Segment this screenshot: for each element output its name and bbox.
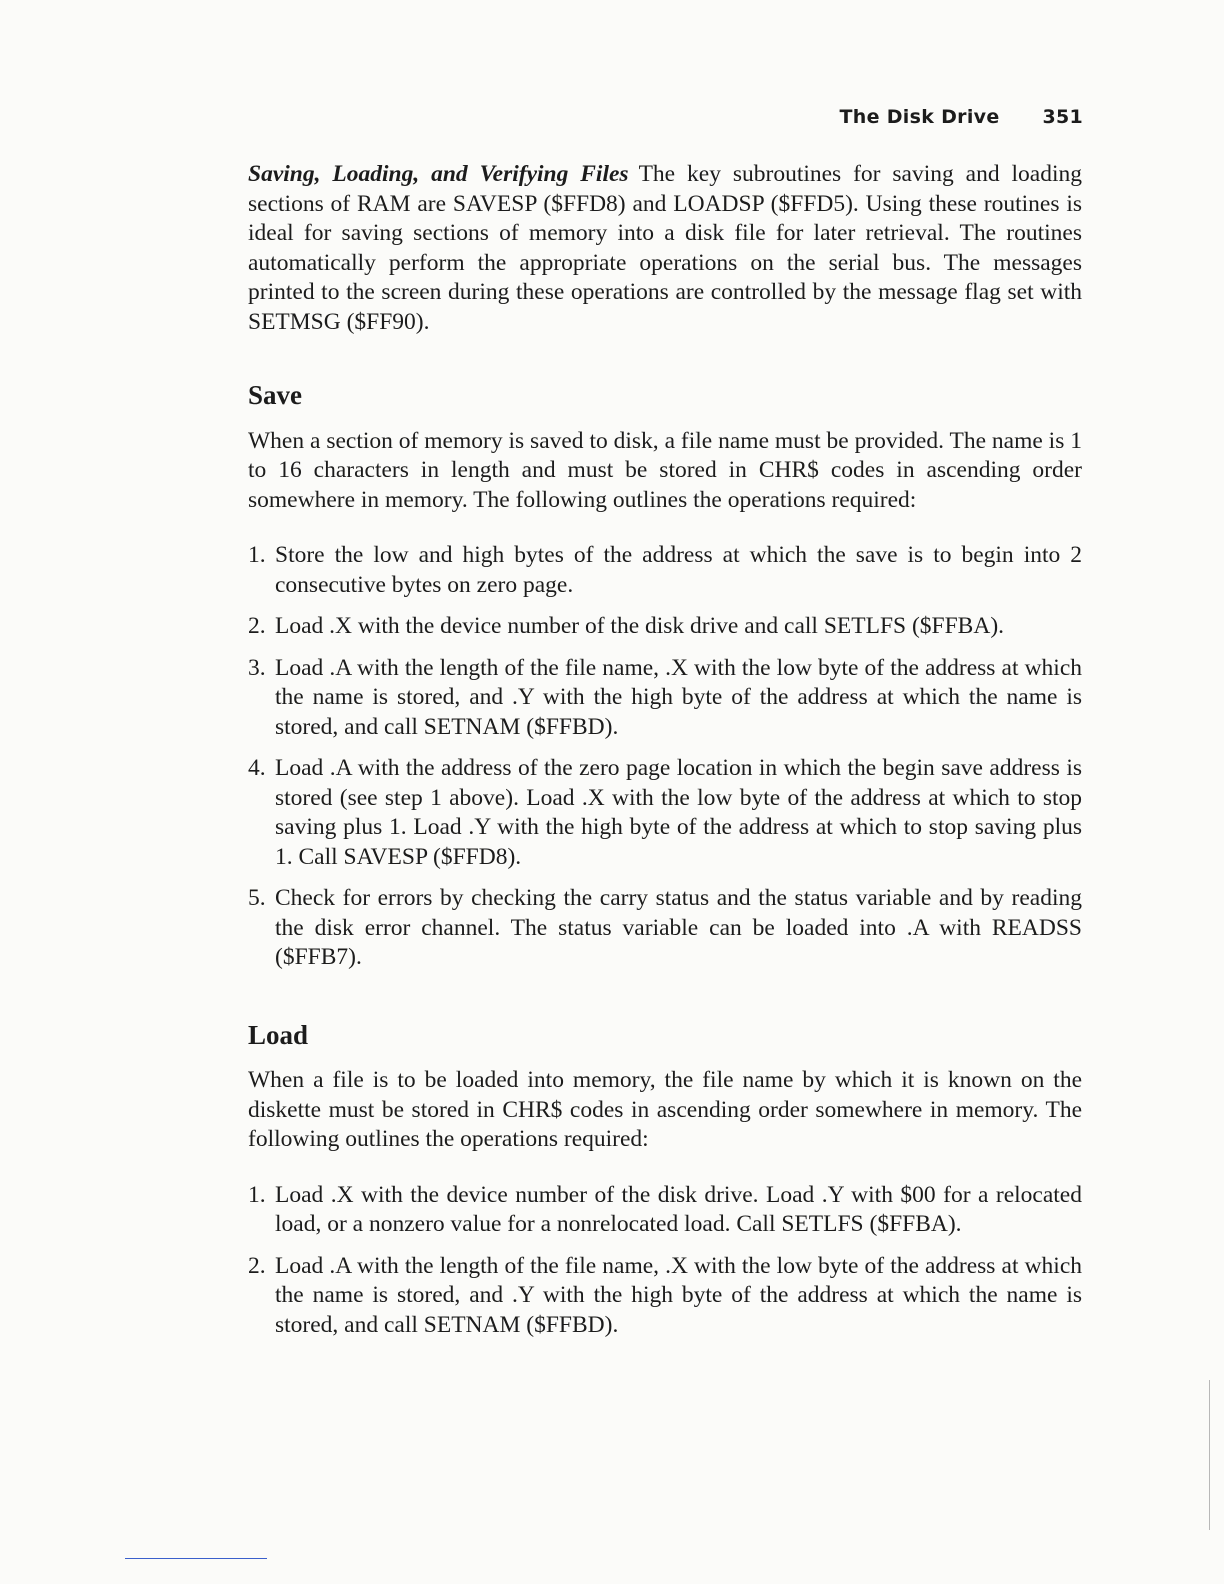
list-item xyxy=(248,884,1082,973)
intro-paragraph xyxy=(248,160,1082,337)
load-paragraph: When a file is to be loaded into memory, the file name by which it is known on the diskette must be stored in CHR$ codes in ascending order somewhere in memory. The following outlines the operations required: xyxy=(248,1067,1082,1152)
list-item xyxy=(248,654,1082,743)
step-text: Load .A with the length of the file name, .X with the low byte of the address at which the name is stored, and .Y with the high byte of the address at which the name is stored, and call SETNAM ($FFBD). xyxy=(275,1252,1082,1338)
step-number: 4. xyxy=(248,755,266,781)
intro-text: The key subroutines for saving and loading sections of RAM are SAVESP ($FFD8) and LOADSP ($FFD5). Using these routines is ideal for saving sections of memory into a disk file for later retrieval. The routines automatically perform the appropriate operations on the serial bus. The messages printed to the screen during these operations are controlled by the message flag set with SETMSG ($FF90). xyxy=(248,161,1082,335)
list-item xyxy=(248,754,1082,872)
step-text: Load .X with the device number of the disk drive. Load .Y with $00 for a relocated load, or a nonzero value for a nonrelocated load. Call SETLFS ($FFBA). xyxy=(275,1181,1082,1237)
running-header xyxy=(840,106,1083,128)
step-number: 1. xyxy=(248,542,266,568)
list-item xyxy=(248,1181,1082,1240)
save-heading: Save xyxy=(248,380,302,410)
step-number: 3. xyxy=(248,654,266,681)
list-item xyxy=(248,612,1082,642)
scan-edge-mark xyxy=(1209,1380,1210,1530)
save-paragraph: When a section of memory is saved to disk, a file name must be provided. The name is 1 to 16 characters in length and must be stored in CHR$ codes in ascending order somewhere in memory. The following outlines the operations required: xyxy=(248,427,1082,513)
step-number: 5. xyxy=(248,885,266,911)
list-item xyxy=(248,1252,1082,1341)
step-text: Load .A with the address of the zero page location in which the begin save address is stored (see step 1 above). Load .X with the low byte of the address at which to stop saving plus 1. Load .Y with the high byte of the address at which to stop saving plus 1. Call SAVESP ($FFD8). xyxy=(275,755,1082,870)
step-number: 2. xyxy=(248,1252,266,1279)
load-steps xyxy=(248,1181,1082,1341)
load-heading: Load xyxy=(248,1019,309,1050)
step-text: Load .A with the length of the file name, .X with the low byte of the address at which the name is stored, and .Y with the high byte of the address at which the name is stored, and call SETNAM ($FFBD). xyxy=(275,654,1082,740)
step-text: Check for errors by checking the carry status and the status variable and by reading the disk error channel. The status variable can be loaded into .A with READSS ($FFB7). xyxy=(275,885,1082,970)
step-number: 1. xyxy=(248,1181,266,1208)
chapter-title: The Disk Drive xyxy=(839,106,1000,128)
list-item xyxy=(248,541,1082,600)
page-number: 351 xyxy=(1042,106,1083,128)
step-number: 2. xyxy=(248,613,266,639)
save-steps xyxy=(248,541,1082,973)
footer-rule xyxy=(125,1558,267,1559)
intro-lead: Saving, Loading, and Verifying Files xyxy=(248,161,629,187)
page-body xyxy=(248,160,1082,1352)
step-text: Load .X with the device number of the disk drive and call SETLFS ($FFBA). xyxy=(275,613,1005,639)
step-text: Store the low and high bytes of the address at which the save is to begin into 2 consecutive bytes on zero page. xyxy=(275,542,1082,598)
